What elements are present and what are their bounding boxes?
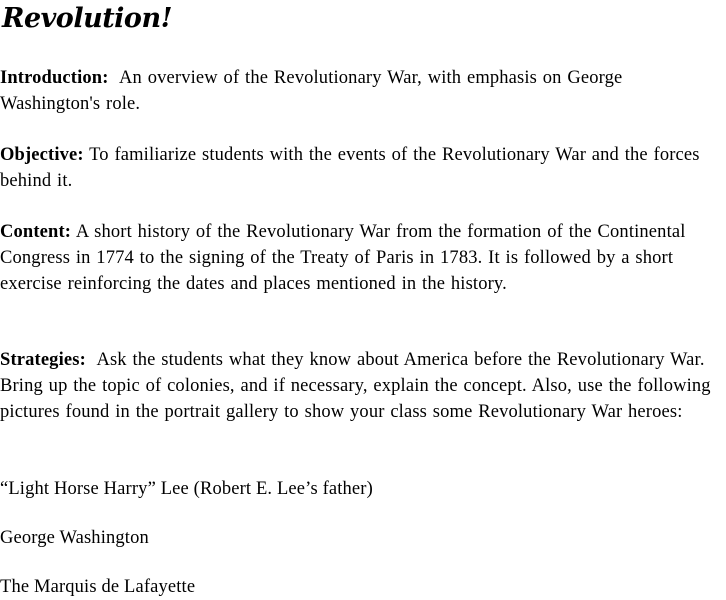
content-label: Content: bbox=[0, 222, 72, 242]
content-paragraph bbox=[0, 219, 724, 297]
introduction-text: An overview of the Revolutionary War, with emphasis on George Washington's role. bbox=[0, 68, 623, 114]
objective-paragraph bbox=[0, 142, 716, 194]
strategies-label: Strategies: bbox=[0, 350, 86, 370]
hero-item-lee: “Light Horse Harry” Lee (Robert E. Lee’s father) bbox=[0, 479, 373, 499]
objective-text: To familiarize students with the events of the Revolutionary War and the forces behind it. bbox=[0, 145, 700, 191]
introduction-label: Introduction: bbox=[0, 68, 109, 88]
page-title: Revolution! bbox=[2, 3, 172, 34]
content-text: A short history of the Revolutionary War from the formation of the Continental Congress in 1774 to the signing of the Treaty of Paris in 1783. It is followed by a short exercise reinforcing the dates and places mentioned in the history. bbox=[0, 222, 686, 294]
strategies-text: Ask the students what they know about America before the Revolutionary War. Bring up the topic of colonies, and if necessary, explain the concept. Also, use the following pictures found in the portrait gallery to show your class some Revolutionary War heroes: bbox=[0, 350, 711, 422]
introduction-paragraph bbox=[0, 65, 690, 117]
hero-item-lafayette: The Marquis de Lafayette bbox=[0, 577, 196, 597]
strategies-paragraph bbox=[0, 347, 718, 425]
objective-label: Objective: bbox=[0, 145, 84, 165]
hero-item-washington: George Washington bbox=[0, 528, 149, 548]
